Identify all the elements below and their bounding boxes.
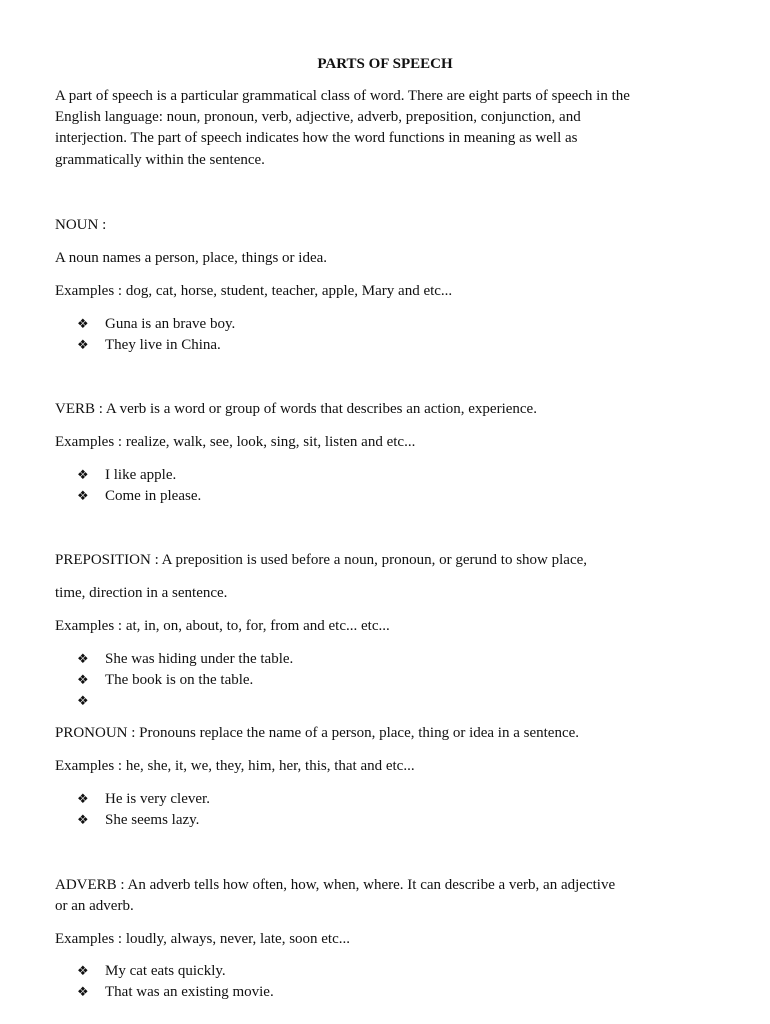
- diamond-bullet-icon: ❖: [77, 673, 89, 688]
- diamond-bullet-icon: ❖: [77, 317, 89, 332]
- diamond-bullet-icon: ❖: [77, 489, 89, 504]
- list-item: [77, 486, 201, 507]
- list-item: [77, 649, 293, 670]
- diamond-bullet-icon: ❖: [77, 694, 89, 709]
- list-item-text: Come in please.: [105, 488, 202, 504]
- list-item: [77, 810, 210, 831]
- list-item: [77, 789, 210, 810]
- diamond-bullet-icon: ❖: [77, 338, 89, 353]
- pronoun-definition: PRONOUN : Pronouns replace the name of a person, place, thing or idea in a sentence.: [55, 725, 580, 741]
- diamond-bullet-icon: ❖: [77, 792, 89, 807]
- verb-bullet-list: [77, 465, 201, 507]
- list-item: [77, 314, 235, 335]
- intro-line: A part of speech is a particular grammatical class of word. There are eight parts of speech in the: [55, 88, 630, 104]
- preposition-definition-cont: time, direction in a sentence.: [55, 585, 228, 601]
- preposition-bullet-list: [77, 649, 293, 712]
- noun-bullet-list: [77, 314, 235, 356]
- preposition-definition: PREPOSITION : A preposition is used before a noun, pronoun, or gerund to show place,: [55, 552, 588, 568]
- adverb-examples: Examples : loudly, always, never, late, soon etc...: [55, 931, 351, 947]
- pronoun-examples: Examples : he, she, it, we, they, him, her, this, that and etc...: [55, 758, 415, 774]
- list-item: [77, 982, 274, 1003]
- adverb-definition-cont: or an adverb.: [55, 898, 134, 914]
- diamond-bullet-icon: ❖: [77, 985, 89, 1000]
- list-item-text: He is very clever.: [105, 791, 210, 807]
- list-item: [77, 335, 235, 356]
- diamond-bullet-icon: ❖: [77, 964, 89, 979]
- list-item-text: She seems lazy.: [105, 812, 200, 828]
- intro-line: grammatically within the sentence.: [55, 152, 265, 168]
- list-item-text: That was an existing movie.: [105, 984, 274, 1000]
- list-item-text: I like apple.: [105, 467, 177, 483]
- list-item-text: My cat eats quickly.: [105, 963, 226, 979]
- diamond-bullet-icon: ❖: [77, 813, 89, 828]
- page-title: PARTS OF SPEECH: [317, 56, 453, 72]
- adverb-definition: ADVERB : An adverb tells how often, how, when, where. It can describe a verb, an adjective: [55, 877, 616, 893]
- list-item-text: Guna is an brave boy.: [105, 316, 236, 332]
- diamond-bullet-icon: ❖: [77, 652, 89, 667]
- list-item: [77, 961, 274, 982]
- diamond-bullet-icon: ❖: [77, 468, 89, 483]
- noun-definition: A noun names a person, place, things or idea.: [55, 250, 328, 266]
- intro-line: interjection. The part of speech indicates how the word functions in meaning as well as: [55, 130, 578, 146]
- pronoun-bullet-list: [77, 789, 210, 831]
- list-item-text: The book is on the table.: [105, 672, 254, 688]
- list-item: [77, 670, 293, 691]
- list-item: [77, 465, 201, 486]
- verb-examples: Examples : realize, walk, see, look, sing, sit, listen and etc...: [55, 434, 416, 450]
- list-item: [77, 691, 293, 712]
- list-item-text: They live in China.: [105, 337, 221, 353]
- adverb-bullet-list: [77, 961, 274, 1003]
- intro-line: English language: noun, pronoun, verb, adjective, adverb, preposition, conjunction, and: [55, 109, 581, 125]
- verb-definition: VERB : A verb is a word or group of words that describes an action, experience.: [55, 401, 537, 417]
- noun-heading: NOUN :: [55, 217, 107, 233]
- list-item-text: She was hiding under the table.: [105, 651, 294, 667]
- preposition-examples: Examples : at, in, on, about, to, for, from and etc... etc...: [55, 618, 390, 634]
- noun-examples: Examples : dog, cat, horse, student, teacher, apple, Mary and etc...: [55, 283, 453, 299]
